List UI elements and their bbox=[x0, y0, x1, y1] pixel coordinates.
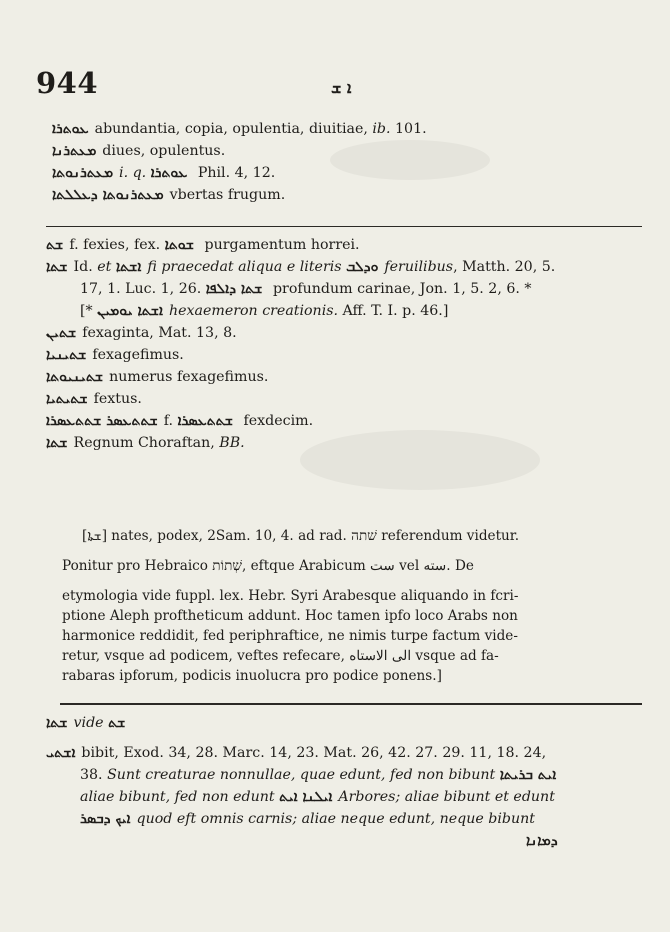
syriac-headword: ܫܬܐ bbox=[46, 259, 68, 275]
latin-gloss: fexdecim. bbox=[239, 413, 314, 429]
entry-line bbox=[46, 234, 636, 256]
latin-italic: aliae neque edunt, neque bibunt bbox=[297, 811, 535, 827]
latin-gloss: bibit, Exod. 34, 28. Marc. 14, 23. Mat. 26, 42. 27. 29. 11, 18. 24, bbox=[81, 745, 547, 761]
entry-line bbox=[46, 830, 636, 852]
latin-gloss: Id. bbox=[73, 259, 98, 275]
reference: 38. bbox=[80, 767, 108, 783]
syriac-headword: ܐܫܬܝ bbox=[46, 745, 76, 761]
entry-line bbox=[46, 712, 636, 734]
entry-line bbox=[46, 808, 636, 830]
syriac-headword: ܫܬܝܬܝܐ bbox=[46, 391, 88, 407]
latin-italic: et bbox=[97, 259, 112, 275]
entry-line bbox=[46, 322, 636, 344]
latin-gloss: purgamentum horrei. bbox=[200, 237, 360, 253]
reference: 101. bbox=[390, 121, 427, 137]
entry-line bbox=[46, 366, 636, 388]
entry-line bbox=[46, 432, 636, 454]
syriac-headword: ܫܬܐ bbox=[46, 435, 68, 451]
latin-italic: Arbores; bbox=[338, 789, 401, 805]
syriac-headword: ܫܬܝܢܝܘܬܐ bbox=[46, 369, 104, 385]
latin-italic: fi praecedat aliqua e literis bbox=[147, 259, 342, 275]
syriac-word: ܕܡܐܢܐ bbox=[526, 833, 558, 849]
syriac-word: ܐܫܬܐ ܝܘܡܝܢ bbox=[97, 303, 163, 319]
entry-block-1 bbox=[52, 118, 642, 206]
note-line: retur, vsque ad podicem, veftes refecare, ‎الى الاستاه‎ vsque ad fa- bbox=[62, 648, 499, 664]
entry-line bbox=[46, 410, 636, 432]
syriac-word: ܫܘܬܐ bbox=[164, 237, 195, 253]
latin-italic: BB. bbox=[219, 435, 245, 451]
bracketed-note bbox=[62, 526, 642, 686]
syriac-word: ܐܫܬܐ bbox=[115, 259, 142, 275]
syriac-headword: ܫܬܝܢ bbox=[46, 325, 77, 341]
syriac-word: ܘܕܠܒ bbox=[346, 259, 379, 275]
entry-line bbox=[46, 344, 636, 366]
latin-gloss: f. bbox=[163, 413, 174, 429]
latin-italic: aliae bibunt, fed non edunt bbox=[80, 789, 275, 805]
syriac-word: ܐܝܟ ܕܒܣܪ bbox=[80, 811, 131, 827]
syriac-word: ܫܬ bbox=[108, 715, 126, 731]
running-head: ܐ ܫ bbox=[331, 78, 352, 97]
latin-italic: quod eft omnis carnis; bbox=[136, 811, 298, 827]
latin-gloss: fextus. bbox=[93, 391, 142, 407]
page-number: 944 bbox=[36, 66, 99, 100]
note-line: ptione Aleph proftheticum addunt. Hoc tamen ipfo loco Arabs non bbox=[62, 608, 518, 624]
syriac-headword: ܡܥܬܪܢܘܬܐ ܕܥܠܠܬܐ bbox=[52, 187, 164, 203]
entry-line bbox=[52, 118, 642, 140]
syriac-headword: ܫܬܐ bbox=[46, 715, 68, 731]
entry-line bbox=[52, 162, 642, 184]
section-rule bbox=[60, 703, 642, 705]
note-line: [ܫܬܐ] nates, podex, 2Sam. 10, 4. ad rad. שׁתה referendum videtur. bbox=[82, 528, 520, 544]
reference: , Matth. 20, 5. bbox=[453, 259, 556, 275]
entry-line bbox=[46, 742, 636, 764]
entry-line bbox=[52, 184, 642, 206]
note-line: rabaras ipforum, podicis inuolucra pro podice ponens.] bbox=[62, 668, 442, 684]
entry-line bbox=[46, 256, 636, 278]
reference: Aff. T. I. p. 46.] bbox=[338, 303, 449, 319]
entry-block-2 bbox=[46, 234, 636, 454]
entry-line bbox=[52, 140, 642, 162]
latin-italic: hexaemeron creationis. bbox=[168, 303, 339, 319]
latin-italic: aliae bibunt et edunt bbox=[400, 789, 555, 805]
syriac-word: ܫܬܐ ܕܐܠܦܐ bbox=[205, 281, 263, 297]
bracket-open: [* bbox=[80, 303, 98, 319]
syriac-headword: ܫܬ bbox=[46, 237, 64, 253]
latin-italic: i. q. bbox=[119, 165, 147, 181]
section-rule bbox=[46, 226, 642, 227]
syriac-word: ܐܝܬ ܒܪܝܬܐ bbox=[499, 767, 557, 783]
syriac-headword: ܡܥܬܪܢܘܬܐ bbox=[52, 165, 114, 181]
latin-italic: feruilibus bbox=[384, 259, 454, 275]
reference: Phil. 4, 12. bbox=[193, 165, 276, 181]
latin-gloss: profundum carinae, Jon. 1, 5. 2, 6. * bbox=[268, 281, 532, 297]
note-line: Ponitur pro Hebraico שְׁתוֹת, eftque Arabicum ‎ﺳﺖ‎ vel ‎ﺳﺘﻪ‎. De bbox=[62, 558, 474, 574]
latin-gloss: fexagefimus. bbox=[92, 347, 184, 363]
entry-line bbox=[46, 388, 636, 410]
syriac-word: ܫܬܬܥܣܪܐ bbox=[177, 413, 234, 429]
syriac-headword: ܫܬܬܥܣܪ ܫܬܬܥܣܪܐ bbox=[46, 413, 158, 429]
entry-line bbox=[46, 764, 636, 786]
syriac-word: ܥܘܬܪܐ bbox=[150, 165, 188, 181]
syriac-headword: ܫܬܝܢܝܐ bbox=[46, 347, 87, 363]
latin-gloss: vbertas frugum. bbox=[169, 187, 286, 203]
latin-italic: vide bbox=[73, 715, 104, 731]
latin-gloss: fexaginta, Mat. 13, 8. bbox=[82, 325, 237, 341]
syriac-headword: ܥܘܬܪܐ bbox=[52, 121, 89, 137]
latin-gloss: abundantia, copia, opulentia, diuitiae, bbox=[94, 121, 373, 137]
entry-line bbox=[46, 300, 636, 322]
reference: 17, 1. Luc. 1, 26. bbox=[80, 281, 202, 297]
latin-gloss: diues, opulentus. bbox=[102, 143, 226, 159]
latin-gloss: numerus fexagefimus. bbox=[109, 369, 269, 385]
syriac-word: ܐܝܠܢܐ ܐܝܬ bbox=[279, 789, 333, 805]
entry-block-4 bbox=[46, 712, 636, 852]
latin-italic: Sunt creaturae nonnullae, quae edunt, fed non bibunt bbox=[107, 767, 496, 783]
entry-line bbox=[46, 278, 636, 300]
syriac-headword: ܡܥܬܪܢܐ bbox=[52, 143, 97, 159]
note-line: etymologia vide fuppl. lex. Hebr. Syri Arabesque aliquando in fcri- bbox=[62, 588, 519, 604]
latin-italic: ib. bbox=[372, 121, 391, 137]
latin-gloss: f. fexies, fex. bbox=[69, 237, 161, 253]
page-header bbox=[36, 66, 636, 114]
note-line: harmonice reddidit, fed periphraftice, ne nimis turpe factum vide- bbox=[62, 628, 518, 644]
latin-gloss: Regnum Choraftan, bbox=[73, 435, 220, 451]
entry-line bbox=[46, 786, 636, 808]
